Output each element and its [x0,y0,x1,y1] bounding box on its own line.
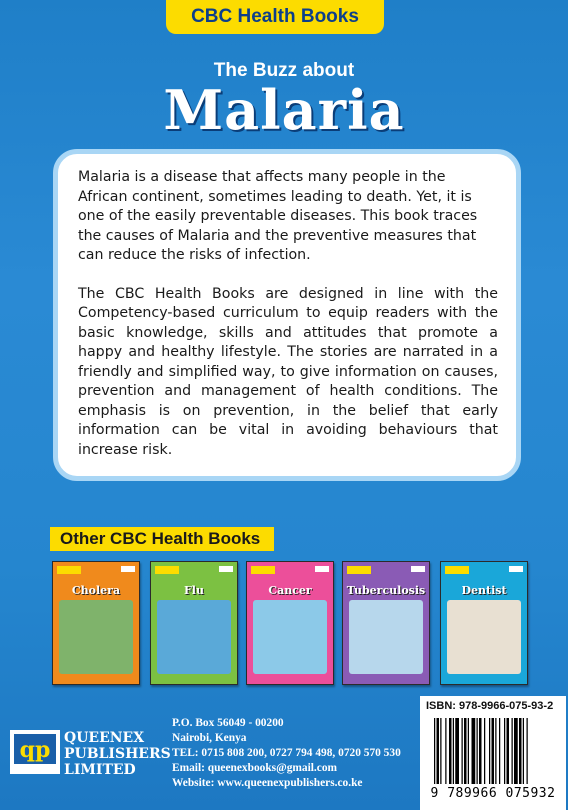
series-badge [251,566,275,574]
cover-illustration [447,600,521,674]
address-telephone: TEL: 0715 808 200, 0727 794 498, 0720 570 530 [172,747,401,759]
barcode-bar [449,718,452,784]
barcode-bar [455,718,459,784]
barcode-bar [472,718,476,784]
book-cover-title: Dentist [461,584,507,597]
publisher-logo-icon [12,732,58,766]
address-email: Email: queenexbooks@gmail.com [172,762,338,774]
barcode-bar [519,718,522,784]
blurb-paragraph-2: The CBC Health Books are designed in line with the Competency-based curriculum to equip readers with the basic knowledge, skills and attitudes that promote a happy and healthy lifestyle. The stories are narrated in a friendly and simplified way, to give information on causes, prevention and management of health conditions. The emphasis is on prevention, in the belief that early information can be vital in avoiding behaviours that increase risk. [78,285,498,458]
barcode-bar [514,718,518,784]
book-cover-title: Cholera [71,584,121,597]
other-books-row [52,561,532,687]
address-website: Website: www.queenexpublishers.co.ke [172,777,363,789]
cover-illustration [253,600,327,674]
book-cover-title: Tuberculosis [346,584,426,597]
barcode-bar [453,718,454,784]
book-cover-tuberculosis[interactable] [342,561,430,685]
publisher-name [64,730,171,778]
barcode-bar [479,718,482,784]
barcode-bar [445,718,446,784]
address-city: Nairobi, Kenya [172,732,247,744]
blurb-paragraph-1: Malaria is a disease that affects many people in the African continent, sometimes leading to death. Yet, it is one of the easily preventable diseases. This book traces the causes of Malaria and the preventive measures that can reduce the risks of infection. [78,169,478,263]
series-label: CBC Health Books [166,0,384,34]
barcode-bar [462,718,463,784]
other-books-heading: Other CBC Health Books [50,527,274,551]
publisher-badge [121,566,135,572]
barcode-bar [523,718,524,784]
address-po-box: P.O. Box 56049 - 00200 [172,717,284,729]
barcode-bar [477,718,478,784]
book-cover-dentist[interactable] [440,561,528,685]
barcode-icon [434,718,560,784]
barcode-number: 9 789966 075932 [430,786,556,801]
publisher-logo [10,730,60,774]
barcode-bar [499,718,500,784]
book-cover-title: Flu [184,584,204,597]
barcode-bar [512,718,513,784]
cover-illustration [349,600,423,674]
barcode-bar [495,718,496,784]
barcode-bar [434,718,435,784]
isbn-label: ISBN: 978-9966-075-93-2 [426,700,554,712]
book-cover-title: Cancer [268,584,312,597]
barcode-bar [437,718,440,784]
cover-illustration [59,600,133,674]
series-badge [347,566,371,574]
barcode-bar [507,718,510,784]
publisher-badge [315,566,329,572]
series-badge [57,566,81,574]
barcode-bar [489,718,490,784]
barcode-bar [484,718,485,784]
book-cover-cancer[interactable] [246,561,334,685]
series-badge [155,566,179,574]
book-title: Malaria [163,78,405,142]
blurb-box [53,149,521,481]
barcode-bar [504,718,505,784]
barcode-bar [464,718,467,784]
publisher-name-line-2: PUBLISHERS [64,746,171,762]
publisher-badge [219,566,233,572]
publisher-badge [411,566,425,572]
barcode-bar [468,718,469,784]
book-cover-flu[interactable] [150,561,238,685]
barcode-bar [440,718,441,784]
publisher-name-line-1: QUEENEX [64,730,145,746]
isbn-block [420,696,566,810]
series-badge [445,566,469,574]
book-cover-cholera[interactable] [52,561,140,685]
cover-illustration [157,600,231,674]
barcode-bar [492,718,495,784]
publisher-logo-letters: qp [19,737,51,763]
publisher-name-line-3: LIMITED [64,762,136,778]
publisher-badge [509,566,523,572]
barcode-bar [527,718,528,784]
book-subtitle: The Buzz about [213,60,355,81]
publisher-address [172,716,401,791]
